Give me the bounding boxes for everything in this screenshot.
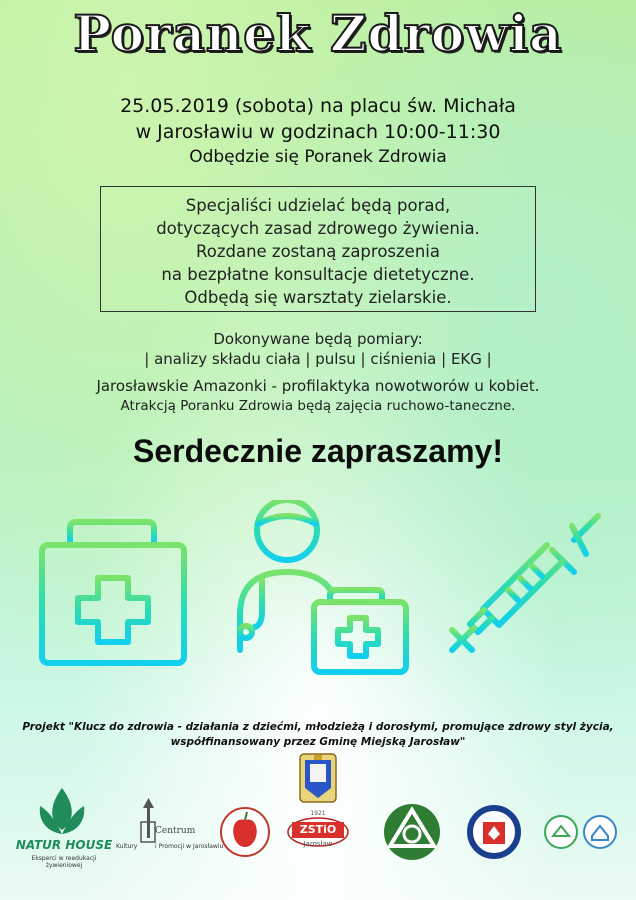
syringe-icon [452,516,598,650]
box-line: Specjaliści udzielać będą porad, [185,196,451,215]
doctor-icon [240,500,406,672]
event-announcement: Odbędzie się Poranek Zdrowia [189,147,447,167]
naturhouse-logo [40,788,85,834]
amazonki-text: Jarosławskie Amazonki - profilaktyka nowotworów u kobiet. [96,377,540,395]
zstio-name: ZSTiO [299,823,337,836]
poster-title: Poranek Zdrowia [73,4,563,63]
green-badge-logo-1 [545,816,577,848]
box-line: Rozdane zostaną zaproszenia [196,242,440,261]
eagle-badge-logo [470,808,518,856]
box-line: dotyczących zasad zdrowego żywienia. [156,219,480,238]
apple-circle-logo [221,808,269,856]
centrum-sub1: Kultury [116,843,138,850]
centrum-kultury-logo [141,798,155,842]
box-line: Odbędą się warsztaty zielarskie. [184,288,452,307]
event-time: w Jarosławiu w godzinach 10:00-11:30 [135,121,501,143]
project-note [20,720,616,750]
zstio-city: Jarosław [303,840,333,848]
green-badge-logo-2 [584,816,616,848]
naturhouse-name: NATUR HOUSE [15,838,113,852]
measurements-heading: Dokonywane będą pomiary: [213,330,423,348]
centrum-sub2: i Promocji w Jarosławiu [155,843,224,850]
slogan: Serdecznie zapraszamy! [133,433,503,469]
centrum-title: Centrum [155,826,196,836]
measurements-list: | analizy składu ciała | pulsu | ciśnienia | EKG | [144,350,492,368]
trefoil-knot-logo [384,804,440,860]
box-line: na bezpłatne konsultacje dietetyczne. [161,265,475,284]
first-aid-kit-icon [42,522,184,663]
event-date-place: 25.05.2019 (sobota) na placu św. Michała [120,95,516,117]
attraction-text: Atrakcją Poranku Zdrowia będą zajęcia ruchowo-taneczne. [120,398,516,414]
zstio-year: 1921 [310,810,326,817]
naturhouse-sub: Eksperci w reedukacji żywieniowej [31,855,97,869]
project-line-1: Projekt "Klucz do zdrowia - działania z dziećmi, młodzieżą i dorosłymi, promujące zdrowy styl życia, [22,721,614,733]
medical-icons [0,500,636,680]
project-line-2: współfinansowany przez Gminę Miejską Jarosław" [170,736,466,748]
